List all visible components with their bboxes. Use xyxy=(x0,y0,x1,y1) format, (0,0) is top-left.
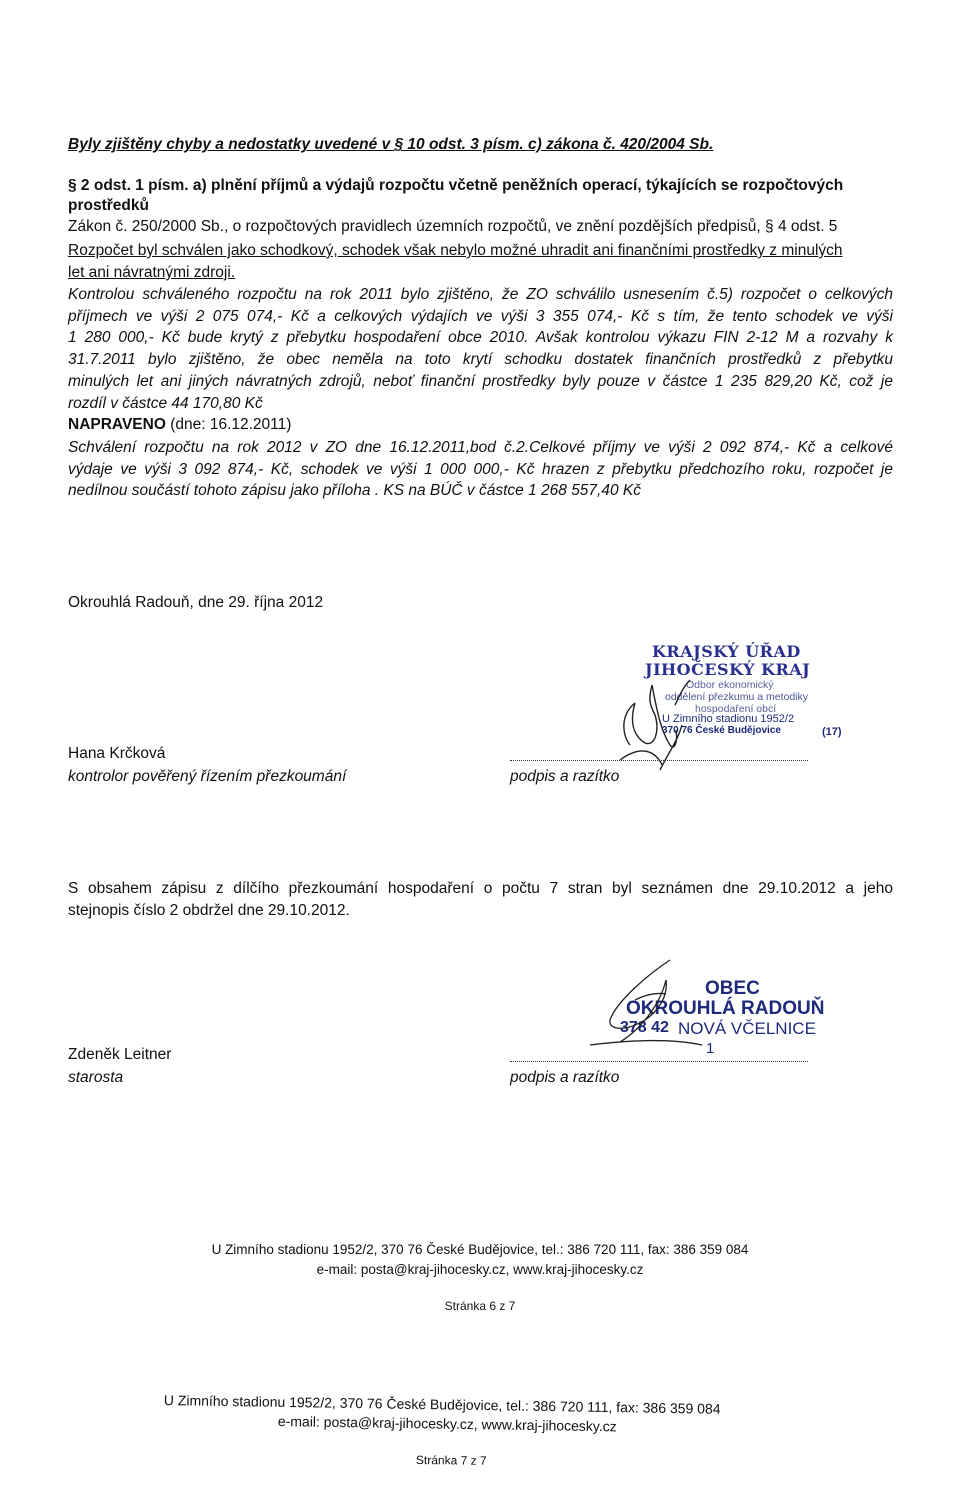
authority-stamp-number: (17) xyxy=(822,726,842,738)
detail-line: minulých let ani jiných návratných zdrojů, neboť finanční prostředky byly pouze v částce 1 235 829,20 Kč, což je xyxy=(68,372,893,390)
acknowledgement xyxy=(68,878,893,922)
authority-stamp-line4: oddělení přezkumu a metodiky xyxy=(665,691,808,703)
law-reference: Zákon č. 250/2000 Sb., o rozpočtových pravidlech územních rozpočtů, ve znění pozdějších předpisů, § 4 odst. 5 xyxy=(68,218,838,235)
inspector-name: Hana Krčková xyxy=(68,745,166,762)
detail-line: příjmech ve výši 2 075 074,- Kč a celkových výdajích ve výši 3 355 074,- Kč s tím, že tento schodek ve výši xyxy=(68,307,893,325)
mayor-name: Zdeněk Leitner xyxy=(68,1046,172,1063)
footer-page-number: Stránka 6 z 7 xyxy=(444,1299,516,1313)
detail-line: Kontrolou schváleného rozpočtu na rok 2011 bylo zjištěno, že ZO schválilo usnesením č.5) rozpočet o celkových xyxy=(68,286,893,303)
municipality-stamp-line2: OKROUHLÁ RADOUŇ xyxy=(626,998,825,1019)
findings-heading: Byly zjištěny chyby a nedostatky uvedené v § 10 odst. 3 písm. c) zákona č. 420/2004 Sb. xyxy=(68,136,714,153)
authority-stamp-line7: 370 76 České Budějovice xyxy=(662,725,781,736)
footer-address: U Zimního stadionu 1952/2, 370 76 České Budějovice, tel.: 386 720 111, fax: 386 359 084 xyxy=(211,1242,749,1257)
authority-stamp-line5: hospodaření obcí xyxy=(695,703,777,715)
municipality-stamp-code: 378 42 xyxy=(620,1019,669,1036)
section-title-line2: prostředků xyxy=(68,197,149,214)
remedy-date: (dne: 16.12.2011) xyxy=(170,416,292,433)
mayor-role: starosta xyxy=(68,1069,124,1086)
remedy-line: Schválení rozpočtu na rok 2012 v ZO dne 16.12.2011,bod č.2.Celkové příjmy ve výši 2 092 874,- Kč a celkové xyxy=(68,439,893,456)
inspector-role: kontrolor pověřený řízením přezkoumání xyxy=(68,768,347,785)
authority-stamp-line6: U Zimního stadionu 1952/2 xyxy=(662,713,795,725)
authority-stamp-line3: Odbor ekonomický xyxy=(686,679,774,691)
remedy-line: nedílnou součástí tohoto zápisu jako příloha . KS na BÚČ v částce 1 268 557,40 Kč xyxy=(68,482,641,500)
municipality-stamp-town: NOVÁ VČELNICE xyxy=(678,1019,816,1038)
detail-paragraph xyxy=(68,284,893,414)
finding-line1: Rozpočet byl schválen jako schodkový, schodek však nebylo možné uhradit ani finančními prostředky z minulých xyxy=(68,242,843,259)
municipality-stamp-line1: OBEC xyxy=(705,978,760,999)
footer-contact-page7: e-mail: posta@kraj-jihocesky.cz, www.kraj-jihocesky.cz xyxy=(277,1413,617,1435)
detail-line: 31.7.2011 bylo zjištěno, že obec neměla na toto krytí schodku dostatek finančních prostředků z přebytku xyxy=(68,351,893,369)
place-date: Okrouhlá Radouň, dne 29. října 2012 xyxy=(68,594,324,611)
authority-stamp-line1: KRAJSKÝ ÚŘAD xyxy=(652,642,801,661)
mayor-sign-label: podpis a razítko xyxy=(510,1069,620,1086)
section-title-line1: § 2 odst. 1 písm. a) plnění příjmů a výdajů rozpočtu včetně peněžních operací, týkajících se rozpočtových xyxy=(68,177,844,194)
detail-line: 1 280 000,- Kč bude krytý z přebytku hospodaření obce 2010. Avšak kontrolou výkazu FIN 2-12 M a rozvahy k xyxy=(68,329,893,347)
mayor-signature-line xyxy=(510,1061,808,1062)
footer-contact: e-mail: posta@kraj-jihocesky.cz, www.kraj-jihocesky.cz xyxy=(316,1262,644,1277)
municipality-stamp-line4: 1 xyxy=(706,1040,715,1057)
authority-stamp-line2: JIHOČESKÝ KRAJ xyxy=(645,660,811,679)
detail-line: rozdíl v částce 44 170,80 Kč xyxy=(68,394,263,412)
inspector-signature-line xyxy=(510,760,808,761)
mayor-signature xyxy=(570,950,710,1055)
remedy-paragraph xyxy=(68,437,893,502)
acknowledgement-line: stejnopis číslo 2 obdržel dne 29.10.2012. xyxy=(68,902,350,919)
remedy-status xyxy=(68,415,291,435)
finding-line2: let ani návratnými zdroji. xyxy=(68,264,236,281)
inspector-sign-label: podpis a razítko xyxy=(510,768,620,785)
footer-page-number-page7: Stránka 7 z 7 xyxy=(415,1453,487,1468)
remedy-line: výdaje ve výši 3 092 874,- Kč, schodek ve výši 1 000 000,- Kč hrazen z přebytku předchozího roku, rozpočet je xyxy=(68,460,893,478)
acknowledgement-line: S obsahem zápisu z dílčího přezkoumání hospodaření o počtu 7 stran byl seznámen dne 29.10.2012 a jeho xyxy=(68,880,893,897)
remedy-label: NAPRAVENO xyxy=(68,416,166,433)
footer-address-page7: U Zimního stadionu 1952/2, 370 76 České Budějovice, tel.: 386 720 111, fax: 386 359 084 xyxy=(163,1392,721,1417)
